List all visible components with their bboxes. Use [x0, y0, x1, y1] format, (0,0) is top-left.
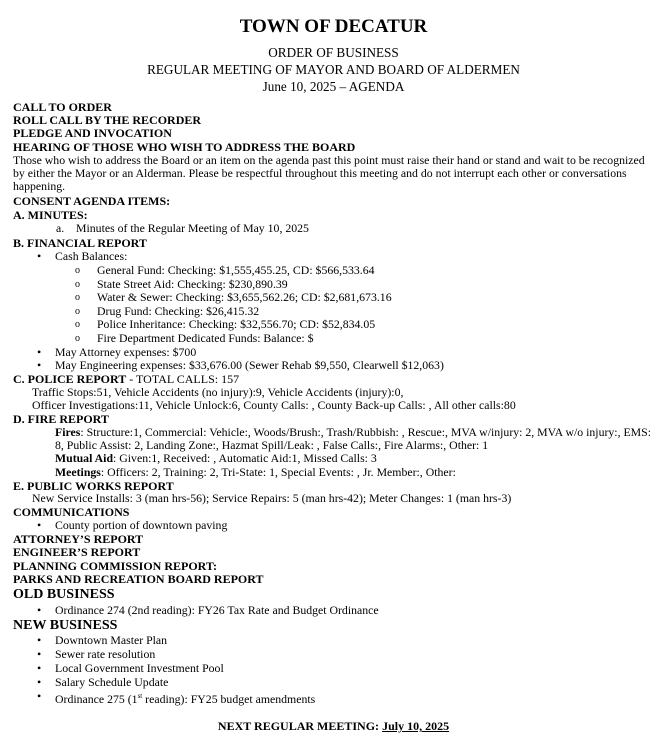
bullet: • — [37, 647, 42, 661]
bullet: • — [37, 661, 42, 675]
police-report-title: C. POLICE REPORT — [13, 372, 127, 386]
circle-bullet: o — [75, 292, 80, 303]
order-of-business-line: ORDER OF BUSINESS — [268, 45, 399, 60]
mutual-aid-text: : Given:1, Received: , Automatic Aid:1, Missed Calls: 3 — [113, 451, 377, 465]
fires-label: Fires — [55, 425, 81, 439]
circle-bullet: o — [75, 333, 80, 344]
bullet: • — [37, 358, 42, 372]
hearing-heading: HEARING OF THOSE WHO WISH TO ADDRESS THE BOARD — [13, 140, 356, 154]
financial-report-heading: B. FINANCIAL REPORT — [13, 236, 147, 250]
communications-item: County portion of downtown paving — [55, 518, 228, 532]
minutes-heading: A. MINUTES: — [13, 208, 88, 222]
fires-text: : Structure:1, Commercial: Vehicle:, Woods/Brush:, Trash/Rubbish: , Rescue:, MVA w/injury: 2, MVA w/o injury:, EMS: — [80, 425, 652, 439]
document-title: TOWN OF DECATUR — [239, 16, 428, 37]
hearing-instructions: Those who wish to address the Board or an item on the agenda past this point must raise their hand or stand and wait to be recognized by either the Mayor or an Alderman. Please be respectful throughout this meeting and do not interrupt each other or conversations happening. — [13, 153, 645, 194]
circle-bullet: o — [75, 319, 80, 330]
meeting-date-line: June 10, 2025 – AGENDA — [262, 79, 405, 94]
balance-fire-department: Fire Department Dedicated Funds: Balance: $ — [97, 331, 314, 345]
public-works-line: New Service Installs: 3 (man hrs-56); Service Repairs: 5 (man hrs-42); Meter Changes: 1 (man hrs-3) — [32, 491, 512, 505]
mutual-aid-line — [55, 452, 377, 466]
ordinance-suffix: reading): FY25 budget amendments — [142, 691, 316, 706]
police-report-heading — [13, 372, 239, 386]
meeting-name-line: REGULAR MEETING OF MAYOR AND BOARD OF ALDERMEN — [147, 62, 520, 77]
balance-drug-fund: Drug Fund: Checking: $26,415.32 — [97, 304, 260, 318]
bullet: • — [37, 689, 42, 703]
fire-report-heading: D. FIRE REPORT — [13, 412, 109, 426]
next-meeting-date: July 10, 2025 — [382, 719, 450, 733]
meetings-line — [55, 466, 456, 480]
meetings-label: Meetings — [55, 465, 101, 479]
balance-water-sewer: Water & Sewer: Checking: $3,655,562.26; CD: $2,681,673.16 — [97, 290, 392, 304]
old-business-heading: OLD BUSINESS — [13, 587, 115, 602]
new-business-item: Salary Schedule Update — [55, 675, 169, 689]
bullet: • — [37, 675, 42, 689]
next-meeting — [0, 719, 667, 733]
new-business-item: Local Government Investment Pool — [55, 661, 224, 675]
ordinance-superscript: st — [137, 692, 143, 700]
cash-balances-label: Cash Balances: — [55, 249, 128, 263]
new-business-item: Downtown Master Plan — [55, 633, 168, 647]
next-meeting-label: NEXT REGULAR MEETING: — [217, 719, 383, 733]
minutes-item: Minutes of the Regular Meeting of May 10, 2025 — [76, 221, 309, 235]
police-total-calls: - TOTAL CALLS: 157 — [126, 372, 240, 386]
police-stats-line-2: Officer Investigations:11, Vehicle Unlock:6, County Calls: , County Back-up Calls: , All other calls:80 — [32, 398, 516, 412]
bullet: • — [37, 603, 42, 617]
balance-police-inheritance: Police Inheritance: Checking: $32,556.70; CD: $52,834.05 — [97, 317, 376, 331]
new-business-heading: NEW BUSINESS — [13, 618, 118, 633]
parks-recreation-heading: PARKS AND RECREATION BOARD REPORT — [13, 572, 264, 586]
new-business-item: Sewer rate resolution — [55, 647, 156, 661]
bullet: • — [37, 518, 42, 532]
call-to-order-heading: CALL TO ORDER — [13, 100, 112, 114]
balance-state-street-aid: State Street Aid: Checking: $230,890.39 — [97, 277, 288, 291]
mutual-aid-label: Mutual Aid — [55, 451, 114, 465]
minutes-item-marker: a. — [56, 221, 65, 235]
roll-call-heading: ROLL CALL BY THE RECORDER — [13, 113, 202, 127]
engineering-expenses: May Engineering expenses: $33,676.00 (Sewer Rehab $9,550, Clearwell $12,063) — [55, 358, 444, 372]
fire-stats-line-2: 8, Public Assist: 2, Landing Zone:, Hazmat Spill/Leak: , False Calls:, Fire Alarms:, Other: 1 — [55, 438, 489, 452]
public-works-heading: E. PUBLIC WORKS REPORT — [13, 479, 174, 493]
attorney-report-heading: ATTORNEY’S REPORT — [13, 532, 144, 546]
pledge-heading: PLEDGE AND INVOCATION — [13, 126, 172, 140]
old-business-item: Ordinance 274 (2nd reading): FY26 Tax Rate and Budget Ordinance — [55, 603, 379, 617]
police-stats-line-1: Traffic Stops:51, Vehicle Accidents (no injury):9, Vehicle Accidents (injury):0, — [32, 385, 404, 399]
balance-general-fund: General Fund: Checking: $1,555,455.25, CD: $566,533.64 — [97, 263, 375, 277]
attorney-expenses: May Attorney expenses: $700 — [55, 345, 197, 359]
meetings-text: : Officers: 2, Training: 2, Tri-State: 1, Special Events: , Jr. Member:, Other: — [100, 465, 456, 479]
ordinance-prefix: Ordinance 275 (1 — [55, 691, 138, 706]
engineer-report-heading: ENGINEER’S REPORT — [13, 545, 141, 559]
bullet: • — [37, 249, 42, 263]
planning-commission-heading: PLANNING COMMISSION REPORT: — [13, 559, 218, 573]
new-business-item-ordinance — [55, 690, 315, 706]
circle-bullet: o — [75, 279, 80, 290]
circle-bullet: o — [75, 306, 80, 317]
communications-heading: COMMUNICATIONS — [13, 505, 130, 519]
bullet: • — [37, 345, 42, 359]
consent-agenda-heading: CONSENT AGENDA ITEMS: — [13, 194, 171, 208]
circle-bullet: o — [75, 265, 80, 276]
bullet: • — [37, 633, 42, 647]
